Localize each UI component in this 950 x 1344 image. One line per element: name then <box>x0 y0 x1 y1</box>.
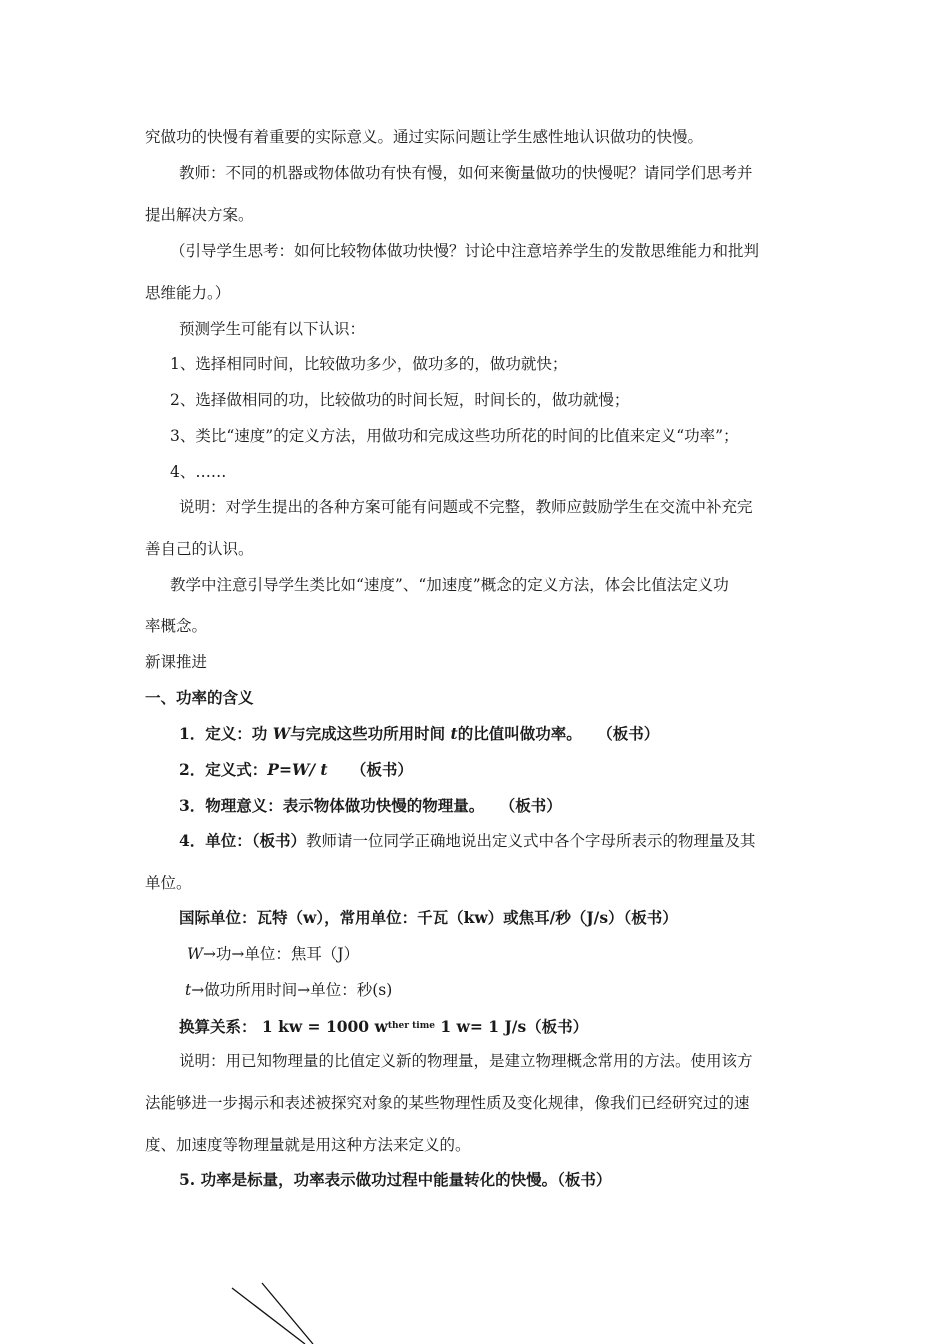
meaning-line: 3．物理意义：表示物体做功快慢的物理量。 （板书） <box>179 796 562 815</box>
paragraph-line: 教师：不同的机器或物体做功有快有慢，如何来衡量做功的快慢呢？请同学们思考并 <box>179 164 753 182</box>
conversion-text: 1 w= 1 J/s（板书） <box>434 1017 589 1036</box>
international-unit-line: 国际单位：瓦特（w），常用单位：千瓦（kw）或焦耳/秒（J/s）（板书） <box>179 908 678 927</box>
unit-label: 4．单位：（板书） <box>179 831 307 850</box>
paragraph-line: 率概念。 <box>145 617 208 635</box>
diagram-line <box>262 1283 313 1344</box>
scalar-line: 5. 功率是标量，功率表示做功过程中能量转化的快慢。（板书） <box>179 1170 612 1189</box>
t-unit-text: →做功所用时间→单位：秒(s) <box>191 981 393 999</box>
paragraph-line: 度、加速度等物理量就是用这种方法来定义的。 <box>145 1136 471 1154</box>
paragraph-line: 法能够进一步揭示和表述被探究对象的某些物理性质及变化规律，像我们已经研究过的速 <box>145 1094 750 1112</box>
formula-expression: P=W/ t <box>267 760 328 779</box>
w-unit-text: →功→单位：焦耳（J） <box>202 945 360 963</box>
conversion-text: 换算关系： 1 kw = 1000 w <box>179 1017 388 1036</box>
section-heading: 一、功率的含义 <box>145 688 254 707</box>
paragraph-line: 说明：用已知物理量的比值定义新的物理量，是建立物理概念常用的方法。使用该方 <box>179 1052 753 1070</box>
symbol-w: W <box>187 945 203 963</box>
definition-text: 的比值叫做功率。 （板书） <box>457 724 660 743</box>
subheading: 新课推进 <box>145 653 208 671</box>
paragraph-line: 提出解决方案。 <box>145 206 254 224</box>
paragraph-line: 思维能力。） <box>145 284 231 302</box>
list-item: 4、…… <box>170 463 227 481</box>
paragraph-line: 教学中注意引导学生类比如“速度”、“加速度”概念的定义方法，体会比值法定义功 <box>170 576 729 594</box>
paragraph-line: 说明：对学生提出的各种方案可能有问题或不完整，教师应鼓励学生在交流中补充完 <box>179 498 753 516</box>
formula-label: 2．定义式： <box>179 760 268 779</box>
list-item: 1、选择相同时间，比较做功多少，做功多的，做功就快； <box>170 355 568 373</box>
paragraph-line: 善自己的认识。 <box>145 540 254 558</box>
list-item: 3、类比“速度”的定义方法，用做功和完成这些功所花的时间的比值来定义“功率”； <box>170 427 739 445</box>
paragraph-line: 究做功的快慢有着重要的实际意义。通过实际问题让学生感性地认识做功的快慢。 <box>145 128 704 146</box>
paragraph-line: （引导学生思考：如何比较物体做功快慢？讨论中注意培养学生的发散思维能力和批判 <box>170 242 760 260</box>
list-item: 2、选择做相同的功，比较做功的时间长短，时间长的，做功就慢； <box>170 391 630 409</box>
paragraph-line: 预测学生可能有以下认识： <box>179 320 366 338</box>
conversion-overlay-text: ther time <box>387 1021 435 1031</box>
formula-note: （板书） <box>327 760 413 779</box>
unit-text: 教师请一位同学正确地说出定义式中各个字母所表示的物理量及其 <box>306 832 756 850</box>
definition-text: 与完成这些功所用时间 <box>290 724 451 743</box>
diagram-line <box>232 1288 305 1344</box>
symbol-w: W <box>272 724 291 743</box>
symbol-t: t <box>185 981 192 999</box>
definition-text: 1．定义：功 <box>179 724 273 743</box>
paragraph-line: 单位。 <box>145 874 192 892</box>
symbol-t: t <box>450 724 458 743</box>
